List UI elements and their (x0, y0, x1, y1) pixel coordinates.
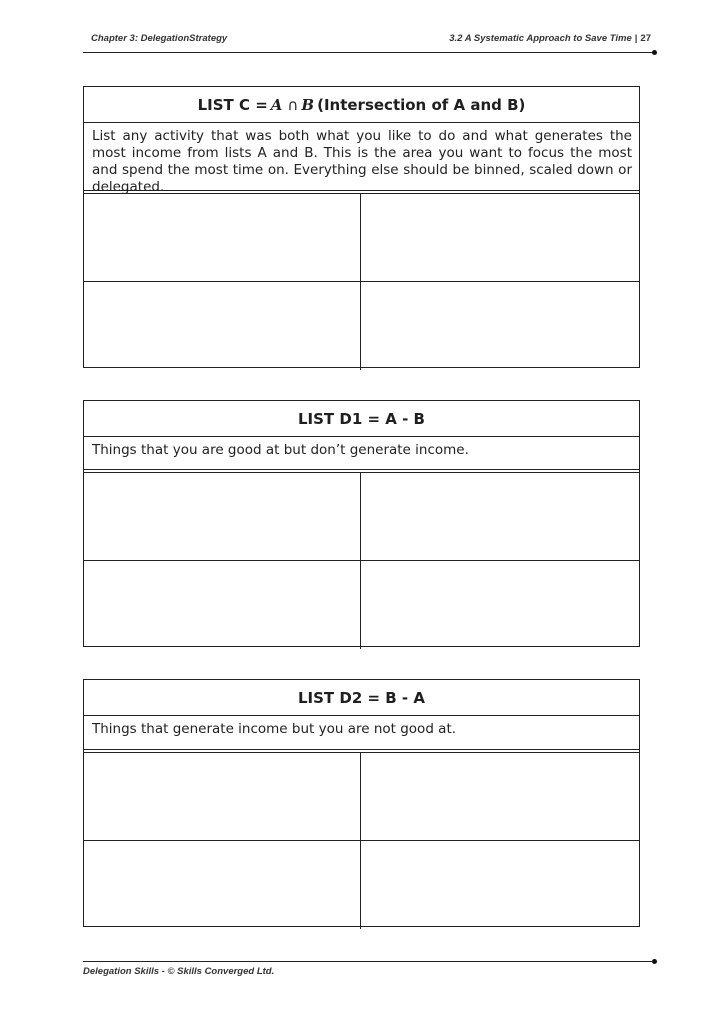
list-d1-cell[interactable] (361, 561, 639, 649)
page-header (83, 33, 654, 51)
chapter-title: Chapter 3: DelegationStrategy (91, 33, 228, 44)
list-d1-cell[interactable] (84, 473, 361, 561)
list-c-box (83, 86, 640, 368)
list-c-cell[interactable] (361, 282, 639, 370)
list-d1-cell[interactable] (84, 561, 361, 649)
list-d2-box (83, 679, 640, 927)
list-c-description: List any activity that was both what you like to do and what generates the most income from lists A and B. This is the area you want to focus the most and spend the most time on. Everything else should be binned, scaled down or delegated. (84, 123, 639, 191)
list-d1-grid (84, 472, 639, 649)
list-d2-grid (84, 752, 639, 929)
section-title: 3.2 A Systematic Approach to Save Time (449, 33, 632, 44)
list-c-math-b: B (301, 95, 315, 114)
list-c-grid (84, 193, 639, 370)
header-rule (83, 52, 654, 53)
list-d1-box (83, 400, 640, 647)
intersection-symbol: ∩ (287, 95, 299, 114)
list-d1-description: Things that you are good at but don’t generate income. (84, 437, 639, 470)
list-d2-title: LIST D2 = B - A (84, 680, 639, 716)
footer-text: Delegation Skills - © Skills Converged Ltd. (83, 966, 275, 977)
section-title-group (449, 33, 651, 44)
list-d2-cell[interactable] (84, 753, 361, 841)
list-d2-cell[interactable] (84, 841, 361, 929)
list-c-title (84, 87, 639, 123)
list-d1-title: LIST D1 = A - B (84, 401, 639, 437)
list-d2-description: Things that generate income but you are not good at. (84, 716, 639, 750)
list-c-title-suffix: (Intersection of A and B) (317, 95, 526, 114)
list-c-cell[interactable] (84, 194, 361, 282)
footer-rule (83, 961, 654, 962)
list-d2-cell[interactable] (361, 841, 639, 929)
list-d2-cell[interactable] (361, 753, 639, 841)
header-separator: | (634, 33, 638, 44)
list-d1-cell[interactable] (361, 473, 639, 561)
page-number: 27 (640, 33, 651, 44)
list-c-math-a: A (270, 95, 283, 114)
footer-rule-dot (652, 959, 657, 964)
list-c-cell[interactable] (361, 194, 639, 282)
list-c-cell[interactable] (84, 282, 361, 370)
list-c-title-prefix: LIST C = (197, 95, 268, 114)
header-rule-dot (652, 50, 657, 55)
